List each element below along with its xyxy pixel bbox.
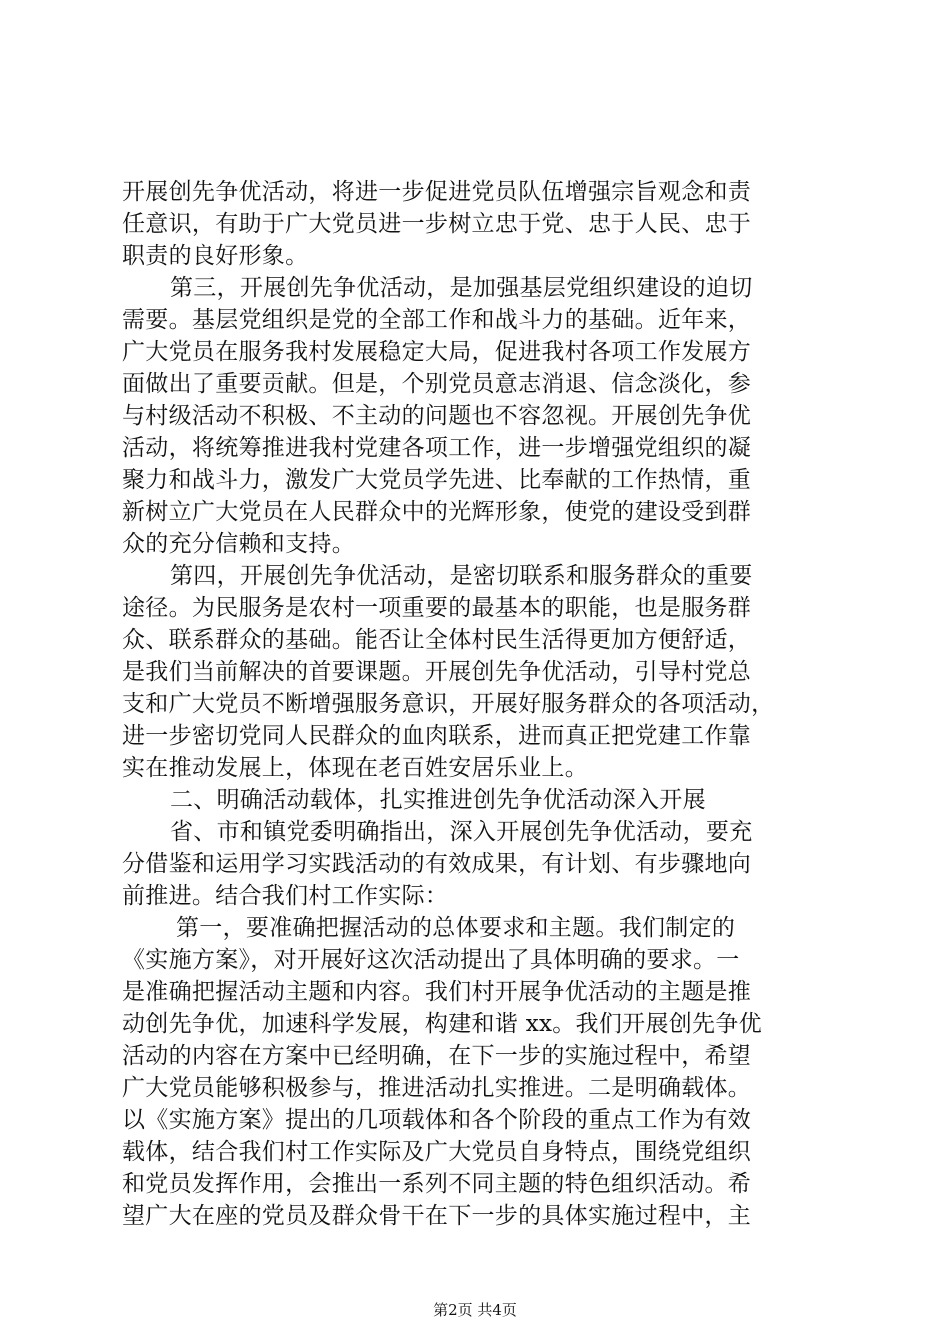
text-line: 面做出了重要贡献。但是，个别党员意志消退、信念淡化，参 — [122, 371, 752, 397]
section-heading: 二、明确活动载体，扎实推进创先争优活动深入开展 — [170, 787, 706, 813]
paragraph-start-line: 第四，开展创先争优活动，是密切联系和服务群众的重要 — [170, 563, 753, 589]
text-line: 途径。为民服务是农村一项重要的最基本的职能，也是服务群 — [122, 595, 752, 621]
text-line: 《实施方案》，对开展好这次活动提出了具体明确的要求。一 — [122, 947, 740, 973]
page-number: 第2页 共4页 — [433, 1301, 517, 1319]
paragraph-start-line: 第一，要准确把握活动的总体要求和主题。我们制定的 — [176, 915, 736, 941]
text-line: 分借鉴和运用学习实践活动的有效成果，有计划、有步骤地向 — [122, 851, 752, 877]
text-line: 新树立广大党员在人民群众中的光辉形象，使党的建设受到群 — [122, 499, 752, 525]
text-line: 动创先争优，加速科学发展，构建和谐 xx。我们开展创先争优 — [122, 1011, 762, 1037]
text-line: 前推进。结合我们村工作实际： — [122, 883, 449, 909]
text-line: 活动的内容在方案中已经明确，在下一步的实施过程中，希望 — [122, 1043, 752, 1069]
text-line: 以《实施方案》提出的几项载体和各个阶段的重点工作为有效 — [122, 1107, 752, 1133]
text-line: 任意识，有助于广大党员进一步树立忠于党、忠于人民、忠于 — [122, 211, 752, 237]
paragraph-start-line: 第三，开展创先争优活动，是加强基层党组织建设的迫切 — [170, 275, 753, 301]
text-line: 望广大在座的党员及群众骨干在下一步的具体实施过程中，主 — [122, 1203, 752, 1229]
text-line: 是准确把握活动主题和内容。我们村开展争优活动的主题是推 — [122, 979, 752, 1005]
text-line: 进一步密切党同人民群众的血肉联系，进而真正把党建工作靠 — [122, 723, 752, 749]
text-line: 实在推动发展上，体现在老百姓安居乐业上。 — [122, 755, 588, 781]
text-line: 活动，将统筹推进我村党建各项工作，进一步增强党组织的凝 — [122, 435, 752, 461]
document-body — [122, 176, 834, 1232]
text-line: 支和广大党员不断增强服务意识，开展好服务群众的各项活动， — [122, 691, 775, 717]
text-line: 和党员发挥作用，会推出一系列不同主题的特色组织活动。希 — [122, 1171, 752, 1197]
text-line: 广大党员在服务我村发展稳定大局，促进我村各项工作发展方 — [122, 339, 752, 365]
text-line: 聚力和战斗力，激发广大党员学先进、比奉献的工作热情，重 — [122, 467, 752, 493]
text-line: 职责的良好形象。 — [122, 243, 309, 269]
text-line: 众的充分信赖和支持。 — [122, 531, 355, 557]
text-line: 与村级活动不积极、不主动的问题也不容忽视。开展创先争优 — [122, 403, 752, 429]
text-line: 众、联系群众的基础。能否让全体村民生活得更加方便舒适， — [122, 627, 752, 653]
page-footer — [0, 1300, 950, 1320]
text-line: 开展创先争优活动，将进一步促进党员队伍增强宗旨观念和责 — [122, 179, 752, 205]
text-line: 是我们当前解决的首要课题。开展创先争优活动，引导村党总 — [122, 659, 752, 685]
text-line: 广大党员能够积极参与，推进活动扎实推进。二是明确载体。 — [122, 1075, 752, 1101]
paragraph-start-line: 省、市和镇党委明确指出，深入开展创先争优活动，要充 — [170, 819, 753, 845]
text-line: 载体，结合我们村工作实际及广大党员自身特点，围绕党组织 — [122, 1139, 752, 1165]
text-line: 需要。基层党组织是党的全部工作和战斗力的基础。近年来， — [122, 307, 752, 333]
